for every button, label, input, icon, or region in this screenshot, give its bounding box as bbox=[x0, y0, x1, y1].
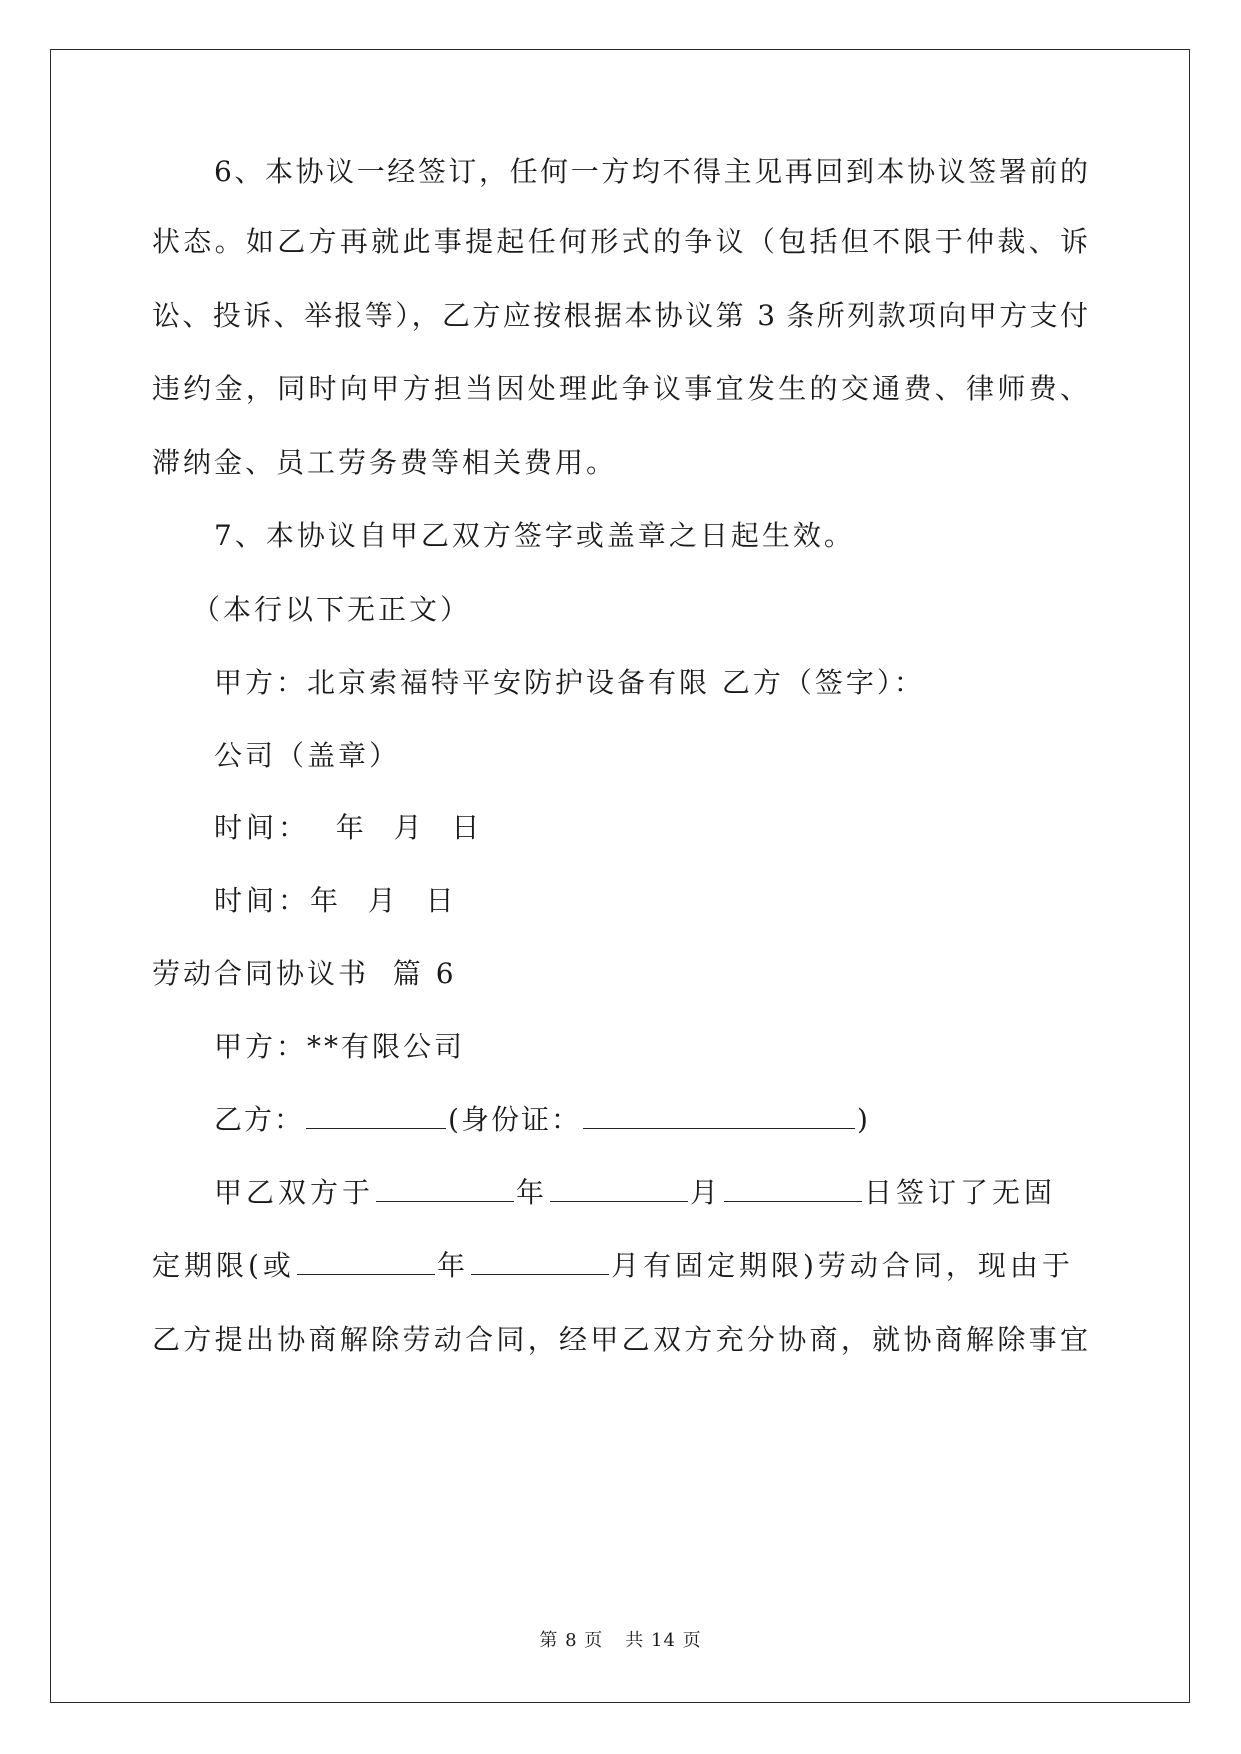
party-b-line bbox=[214, 1100, 870, 1140]
time-line-1: 时间： 年 月 日 bbox=[214, 811, 484, 844]
paragraph-6-line-4: 违约金，同时向甲方担当因处理此争议事宜发生的交通费、律师费、 bbox=[152, 372, 1088, 405]
signing-date-line-1 bbox=[214, 1173, 1056, 1213]
signing-intro: 甲乙双方于 bbox=[214, 1176, 375, 1209]
term-rest: 月有固定期限)劳动合同，现由于 bbox=[610, 1249, 1074, 1282]
party-b-label: 乙方： bbox=[214, 1103, 305, 1136]
page-total: 共 14 页 bbox=[625, 1630, 702, 1651]
signing-date-line-2 bbox=[152, 1246, 1074, 1286]
term-year-blank bbox=[297, 1246, 435, 1275]
day-label: 日签订了无固 bbox=[864, 1176, 1057, 1209]
term-month-blank bbox=[471, 1246, 609, 1275]
month-blank bbox=[550, 1173, 688, 1202]
party-b-id-label: (身份证： bbox=[448, 1103, 581, 1136]
month-label: 月 bbox=[690, 1176, 723, 1209]
party-a-company: 甲方：**有限公司 bbox=[214, 1030, 466, 1063]
section-title: 劳动合同协议书 篇 6 bbox=[152, 957, 457, 990]
company-seal-line: 公司（盖章） bbox=[214, 739, 401, 772]
time-line-2: 时间：年 月 日 bbox=[214, 884, 458, 917]
paragraph-6-line-3: 讼、投诉、举报等），乙方应按根据本协议第 3 条所列款项向甲方支付 bbox=[152, 299, 1088, 332]
day-blank bbox=[724, 1173, 862, 1202]
page-footer bbox=[0, 1630, 1241, 1652]
party-b-name-blank bbox=[306, 1100, 446, 1129]
year-blank bbox=[376, 1173, 514, 1202]
paragraph-6-line-5: 滞纳金、员工劳务费等相关费用。 bbox=[152, 446, 618, 479]
party-a-signature-line: 甲方：北京索福特平安防护设备有限 乙方（签字）： bbox=[214, 666, 925, 699]
term-year-label: 年 bbox=[436, 1249, 469, 1282]
party-b-close: ) bbox=[856, 1103, 870, 1136]
year-label: 年 bbox=[516, 1176, 549, 1209]
signing-date-line-3: 乙方提出协商解除劳动合同，经甲乙双方充分协商，就协商解除事宜 bbox=[152, 1323, 1088, 1356]
paragraph-7: 7、本协议自甲乙双方签字或盖章之日起生效。 bbox=[214, 519, 855, 552]
paragraph-6-line-1: 6、本协议一经签订，任何一方均不得主见再回到本协议签署前的 bbox=[214, 155, 1088, 188]
paragraph-6-line-2: 状态。如乙方再就此事提起任何形式的争议（包括但不限于仲裁、诉 bbox=[152, 225, 1088, 258]
page-number: 第 8 页 bbox=[539, 1630, 604, 1651]
fixed-term-intro: 定期限(或 bbox=[152, 1249, 295, 1282]
party-b-id-blank bbox=[583, 1100, 855, 1129]
no-text-note: （本行以下无正文） bbox=[192, 593, 472, 626]
